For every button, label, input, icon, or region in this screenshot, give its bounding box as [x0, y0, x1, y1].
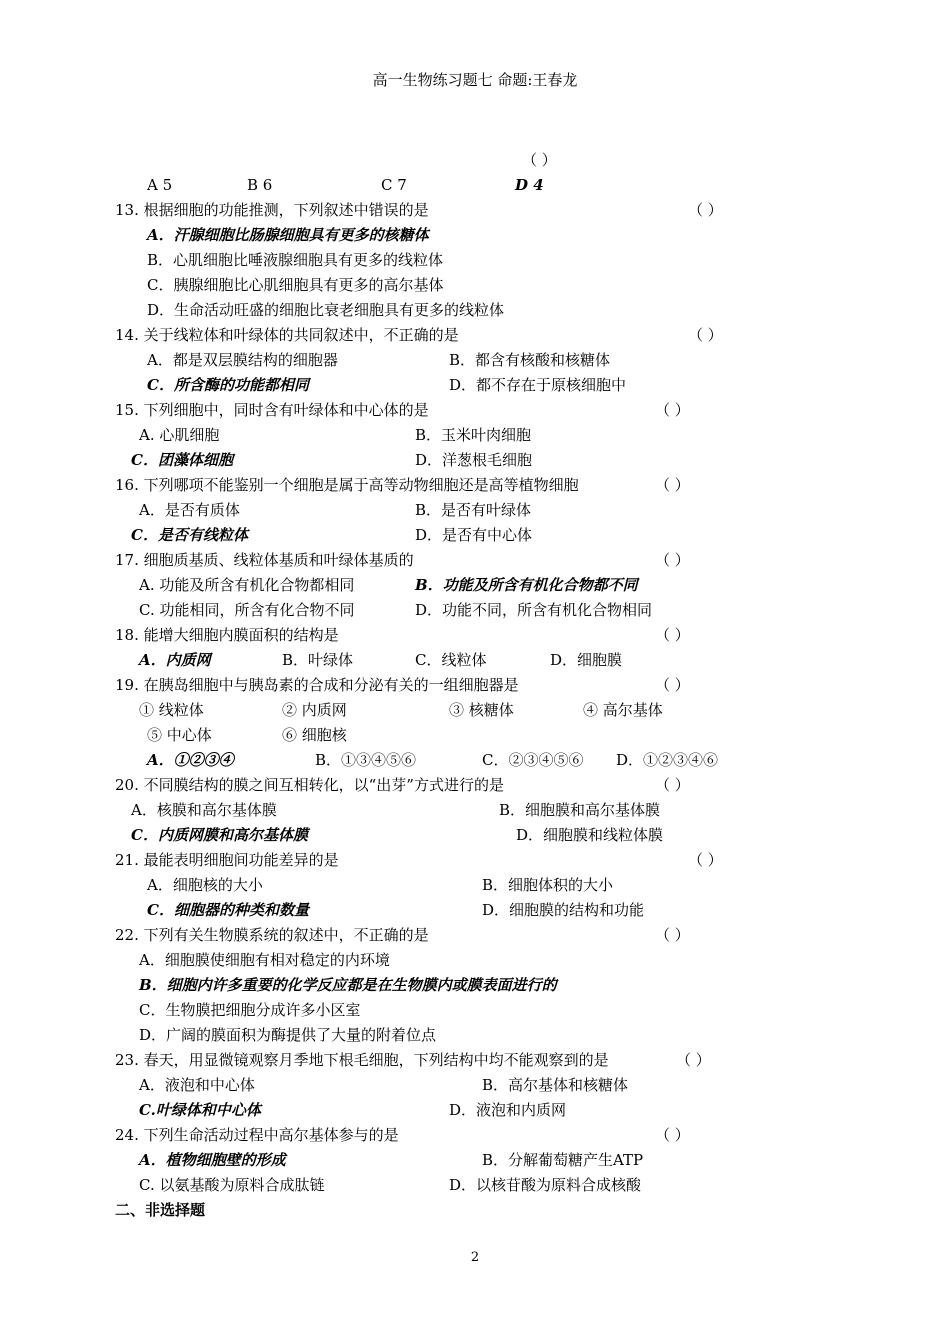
- q19-option-d: D．①②③④⑥: [616, 751, 719, 769]
- q19-item-4: ④ 高尔基体: [583, 701, 663, 719]
- q16-option-b: B．是否有叶绿体: [415, 501, 532, 519]
- q22-option-c: C．生物膜把细胞分成许多小区室: [139, 1001, 361, 1019]
- q19-item-3: ③ 核糖体: [449, 701, 514, 719]
- q19-stem: 19. 在胰岛细胞中与胰岛素的合成和分泌有关的一组细胞器是: [115, 676, 519, 694]
- q13-option-d: D．生命活动旺盛的细胞比衰老细胞具有更多的线粒体: [147, 301, 505, 319]
- q18-option-d: D．细胞膜: [550, 651, 623, 669]
- q23-option-a: A．液泡和中心体: [139, 1076, 255, 1094]
- q17-option-b: B．功能及所含有机化合物都不同: [415, 576, 638, 594]
- q12-option-b: B 6: [247, 176, 273, 194]
- q19-option-a: A．①②③④: [147, 751, 234, 769]
- q19-item-5: ⑤ 中心体: [147, 726, 212, 744]
- q22-answer-paren: （ ）: [655, 926, 690, 944]
- q14-stem: 14. 关于线粒体和叶绿体的共同叙述中，不正确的是: [115, 326, 459, 344]
- q16-option-c: C．是否有线粒体: [131, 526, 248, 544]
- q13-option-a: A．汗腺细胞比肠腺细胞具有更多的核糖体: [147, 226, 429, 244]
- q18-option-b: B．叶绿体: [282, 651, 354, 669]
- q19-option-b: B．①③④⑤⑥: [315, 751, 417, 769]
- q19-answer-paren: （ ）: [655, 676, 690, 694]
- q23-answer-paren: （ ）: [676, 1051, 711, 1069]
- q17-option-d: D．功能不同，所含有机化合物相同: [415, 601, 653, 619]
- q17-option-c: C. 功能相同，所含有化合物不同: [139, 601, 355, 619]
- q12-answer-paren: （ ）: [522, 151, 557, 169]
- q21-option-a: A．细胞核的大小: [147, 876, 263, 894]
- q15-stem: 15. 下列细胞中，同时含有叶绿体和中心体的是: [115, 401, 429, 419]
- q21-option-b: B．细胞体积的大小: [482, 876, 614, 894]
- q20-option-d: D．细胞膜和线粒体膜: [516, 826, 664, 844]
- q22-stem: 22. 下列有关生物膜系统的叙述中，不正确的是: [115, 926, 429, 944]
- q15-answer-paren: （ ）: [655, 401, 690, 419]
- q14-option-a: A．都是双层膜结构的细胞器: [147, 351, 338, 369]
- q24-answer-paren: （ ）: [655, 1126, 690, 1144]
- q12-option-a: A 5: [147, 176, 173, 194]
- q23-option-b: B．高尔基体和核糖体: [482, 1076, 629, 1094]
- q12-option-c: C 7: [381, 176, 407, 194]
- q23-stem: 23. 春天，用显微镜观察月季地下根毛细胞，下列结构中均不能观察到的是: [115, 1051, 609, 1069]
- q19-item-6: ⑥ 细胞核: [282, 726, 347, 744]
- q14-option-d: D．都不存在于原核细胞中: [449, 376, 627, 394]
- q12-option-d: D 4: [515, 176, 544, 194]
- q20-option-b: B．细胞膜和高尔基体膜: [499, 801, 661, 819]
- q15-option-b: B．玉米叶肉细胞: [415, 426, 532, 444]
- q23-option-c: C.叶绿体和中心体: [139, 1101, 261, 1119]
- q17-answer-paren: （ ）: [655, 551, 690, 569]
- q13-answer-paren: （ ）: [688, 201, 723, 219]
- q14-option-c: C．所含酶的功能都相同: [147, 376, 309, 394]
- page-number: 2: [470, 1250, 480, 1265]
- q20-option-c: C．内质网膜和高尔基体膜: [131, 826, 308, 844]
- q24-option-d: D．以核苷酸为原料合成核酸: [449, 1176, 642, 1194]
- q18-stem: 18. 能增大细胞内膜面积的结构是: [115, 626, 339, 644]
- q19-item-2: ② 内质网: [282, 701, 347, 719]
- q16-answer-paren: （ ）: [655, 476, 690, 494]
- page-header: 高一生物练习题七 命题:王春龙: [372, 71, 578, 89]
- section-heading: 二、非选择题: [115, 1201, 206, 1219]
- q17-option-a: A. 功能及所含有机化合物都相同: [139, 576, 355, 594]
- q19-item-1: ① 线粒体: [139, 701, 204, 719]
- q18-answer-paren: （ ）: [655, 626, 690, 644]
- q24-stem: 24. 下列生命活动过程中高尔基体参与的是: [115, 1126, 399, 1144]
- q13-option-c: C．胰腺细胞比心肌细胞具有更多的高尔基体: [147, 276, 444, 294]
- q18-option-a: A．内质网: [139, 651, 211, 669]
- q17-stem: 17. 细胞质基质、线粒体基质和叶绿体基质的: [115, 551, 414, 569]
- q21-option-d: D．细胞膜的结构和功能: [482, 901, 645, 919]
- q16-option-d: D．是否有中心体: [415, 526, 533, 544]
- q22-option-a: A．细胞膜使细胞有相对稳定的内环境: [139, 951, 390, 969]
- q14-option-b: B．都含有核酸和核糖体: [449, 351, 611, 369]
- q24-option-b: B．分解葡萄糖产生ATP: [482, 1151, 644, 1169]
- q24-option-c: C. 以氨基酸为原料合成肽链: [139, 1176, 325, 1194]
- q15-option-c: C．团藻体细胞: [131, 451, 233, 469]
- q18-option-c: C．线粒体: [415, 651, 487, 669]
- q20-stem: 20. 不同膜结构的膜之间互相转化，以“出芽”方式进行的是: [115, 776, 504, 794]
- q20-option-a: A．核膜和高尔基体膜: [131, 801, 277, 819]
- q14-answer-paren: （ ）: [688, 326, 723, 344]
- q19-option-c: C．②③④⑤⑥: [482, 751, 584, 769]
- q13-stem: 13. 根据细胞的功能推测，下列叙述中错误的是: [115, 201, 429, 219]
- q21-stem: 21. 最能表明细胞间功能差异的是: [115, 851, 339, 869]
- q15-option-d: D．洋葱根毛细胞: [415, 451, 533, 469]
- q23-option-d: D．液泡和内质网: [449, 1101, 567, 1119]
- q22-option-b: B．细胞内许多重要的化学反应都是在生物膜内或膜表面进行的: [139, 976, 557, 994]
- q16-option-a: A．是否有质体: [139, 501, 240, 519]
- q22-option-d: D．广阔的膜面积为酶提供了大量的附着位点: [139, 1026, 437, 1044]
- q15-option-a: A. 心肌细胞: [139, 426, 220, 444]
- q21-answer-paren: （ ）: [688, 851, 723, 869]
- q20-answer-paren: （ ）: [655, 776, 690, 794]
- q24-option-a: A．植物细胞壁的形成: [139, 1151, 286, 1169]
- q21-option-c: C．细胞器的种类和数量: [147, 901, 309, 919]
- q13-option-b: B．心肌细胞比唾液腺细胞具有更多的线粒体: [147, 251, 444, 269]
- q16-stem: 16. 下列哪项不能鉴别一个细胞是属于高等动物细胞还是高等植物细胞: [115, 476, 579, 494]
